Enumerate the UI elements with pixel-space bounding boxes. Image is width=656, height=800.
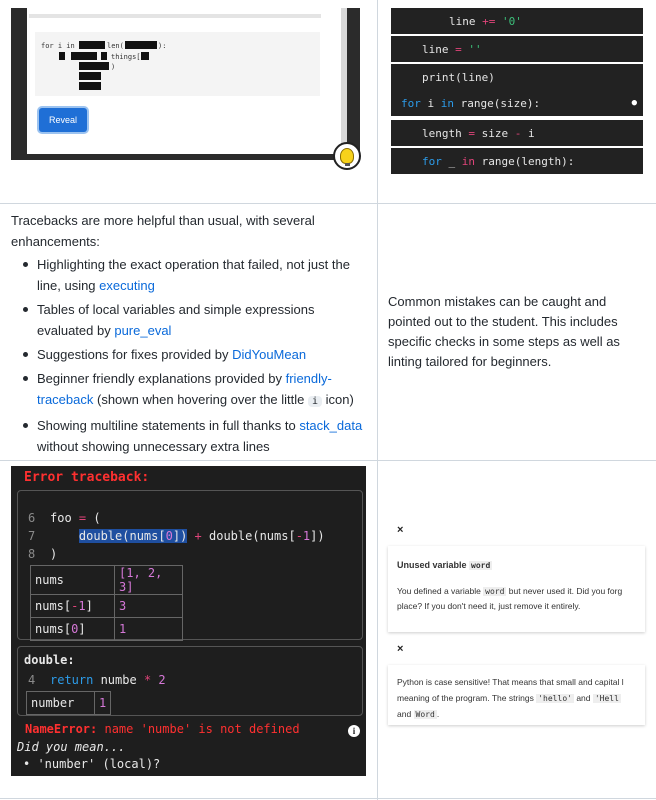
code-token [495, 15, 502, 28]
redacted-block [79, 72, 101, 80]
code-token: '' [468, 42, 482, 56]
error-traceback [11, 466, 366, 776]
var-name: nums[0] [31, 618, 115, 641]
error-type: NameError: [25, 722, 98, 736]
code-text: for i in [41, 42, 75, 50]
lightbulb-icon[interactable] [333, 142, 361, 170]
inline-code: word [471, 561, 491, 570]
code-token: i [521, 126, 535, 140]
code-text: numbe * 2 [93, 673, 166, 687]
line-number: 8 [28, 547, 36, 561]
code-token: i [420, 96, 441, 110]
traceback-title: Error traceback: [24, 470, 150, 485]
item-text: Showing multiline statements in full thanks to [37, 418, 300, 433]
code-text: foo = ( [50, 511, 101, 525]
column-divider [377, 0, 378, 800]
body-text: You defined a variable [397, 586, 484, 596]
redacted-block [79, 62, 109, 70]
code-text: double(nums[0]) + double(nums[-1]) [78, 529, 325, 543]
code-token: _ [441, 154, 462, 168]
didyoumean-link[interactable]: DidYouMean [232, 347, 307, 362]
close-icon[interactable]: × [397, 524, 404, 536]
body-text: meaning of the program. The strings [397, 693, 537, 703]
code-block[interactable] [391, 90, 643, 116]
list-item [23, 299, 371, 341]
code-token: print(line) [422, 70, 495, 84]
body-text: but never used it. Did you forg [506, 586, 623, 596]
row-divider [0, 798, 656, 799]
line-number: 6 [28, 511, 36, 525]
close-icon[interactable]: × [397, 643, 404, 655]
body-text: and [397, 709, 414, 719]
puzzle-screenshot [11, 8, 360, 160]
code-block[interactable] [391, 64, 643, 90]
code-line [28, 527, 325, 545]
error-text: name 'numbe' is not defined [97, 722, 300, 736]
code-token: '0' [502, 14, 522, 28]
error-message [25, 722, 300, 736]
code-token: - [514, 126, 522, 140]
redacted-block [141, 52, 149, 60]
code-token: for [422, 154, 442, 168]
table-row [31, 566, 183, 595]
line-number: 4 [28, 673, 36, 687]
mistakes-description: Common mistakes can be caught and pointed out to the student. This includes specific checks in some steps as well as linting tailored for beginners. [388, 294, 620, 369]
code-token: size [474, 126, 515, 140]
reveal-button[interactable]: Reveal [39, 108, 87, 132]
traceback-frame [17, 646, 363, 716]
popup-body: Python is case sensitive! That means that small and capital l [397, 677, 624, 687]
panel-top-bar [29, 14, 321, 18]
code-token [462, 43, 469, 56]
var-value: 1 [115, 618, 183, 641]
code-block[interactable] [391, 148, 643, 174]
code-block[interactable] [391, 36, 643, 62]
inline-code: word [485, 587, 505, 596]
drag-handle-icon[interactable]: ● [631, 98, 637, 108]
tracebacks-description [11, 210, 371, 460]
puzzle-panel [27, 8, 345, 154]
var-name: nums [31, 566, 115, 595]
popup-title-text: Unused variable [397, 560, 467, 570]
code-token: for [401, 96, 421, 110]
list-item [23, 415, 371, 457]
item-text: Tables of local variables and simple expressions evaluated by [37, 302, 315, 338]
code-token: range(size): [454, 96, 541, 110]
popup-body [397, 691, 645, 706]
case-sensitive-popup [388, 665, 645, 725]
scrollbar[interactable] [341, 8, 347, 148]
code-keyword: return [50, 673, 94, 687]
stack-data-link[interactable]: stack_data [299, 418, 363, 433]
table-row [27, 692, 111, 715]
var-value: 3 [115, 595, 183, 618]
code-token: += [482, 14, 496, 28]
pure-eval-link[interactable]: pure_eval [114, 323, 172, 338]
item-text: (shown when hovering over the little [93, 392, 308, 407]
inline-code: Word [415, 710, 435, 719]
code-text: ) [50, 547, 58, 561]
obfuscated-code [35, 32, 320, 96]
traceback-frame [17, 490, 363, 640]
var-name: nums[-1] [31, 595, 115, 618]
code-token: line [422, 42, 456, 56]
redacted-block [79, 82, 101, 90]
feature-list [23, 254, 371, 457]
info-icon[interactable]: i [348, 725, 360, 737]
item-text: Highlighting the exact operation that failed, not just the line, using [37, 257, 350, 293]
code-token: in [440, 96, 454, 110]
item-text: Beginner friendly explanations provided by [37, 371, 286, 386]
body-text: . [436, 709, 440, 719]
body-text: and [573, 693, 593, 703]
variables-table [26, 691, 111, 715]
item-text: without showing unnecessary extra lines [37, 439, 270, 454]
var-value: [1, 2, 3] [115, 566, 183, 595]
redacted-block [79, 41, 105, 49]
var-value: 1 [95, 692, 111, 715]
suggestion: • 'number' (local)? [23, 757, 161, 771]
item-text: icon) [322, 392, 354, 407]
code-token: line [449, 14, 483, 28]
table-row [31, 618, 183, 641]
row-divider [0, 460, 656, 461]
list-item [23, 254, 371, 296]
code-line [28, 545, 57, 563]
popup-body [397, 584, 645, 599]
item-text: Suggestions for fixes provided by [37, 347, 233, 362]
inline-code: 'Hell [594, 694, 619, 703]
code-line [28, 671, 166, 689]
redacted-block [71, 52, 97, 60]
list-item [23, 344, 371, 365]
redacted-block [101, 52, 107, 60]
variables-table [30, 565, 183, 641]
code-text: len( [107, 42, 124, 50]
row-divider [0, 203, 656, 204]
popup-body: place? If you don't need it, just remove it entirely. [397, 601, 581, 611]
popup-body [397, 707, 645, 722]
friendly-traceback-link[interactable]: friendly-traceback [37, 371, 332, 407]
code-token: length [422, 126, 469, 140]
code-line [28, 509, 101, 527]
executing-link[interactable]: executing [99, 278, 155, 293]
redacted-block [125, 41, 157, 49]
code-text: ) [111, 63, 116, 71]
code-block[interactable] [391, 120, 643, 146]
code-token: = [468, 126, 475, 140]
code-token: in [461, 154, 475, 168]
info-icon-code: i [308, 396, 322, 407]
inline-code: 'hello' [538, 694, 572, 703]
var-name: number [27, 692, 95, 715]
list-item [23, 368, 371, 412]
code-token: range(length): [475, 154, 575, 168]
intro-text: Tracebacks are more helpful than usual, with several enhancements: [11, 213, 315, 249]
code-token: = [455, 42, 462, 56]
code-block[interactable] [391, 8, 643, 34]
code-text: ): [158, 42, 167, 50]
frame-name: double: [24, 653, 75, 667]
redacted-block [59, 52, 65, 60]
did-you-mean: Did you mean... [17, 740, 126, 754]
unused-variable-popup [388, 546, 645, 632]
popup-title [397, 560, 492, 570]
code-text: things[ [111, 53, 141, 61]
table-row [31, 595, 183, 618]
line-number: 7 [28, 529, 36, 543]
